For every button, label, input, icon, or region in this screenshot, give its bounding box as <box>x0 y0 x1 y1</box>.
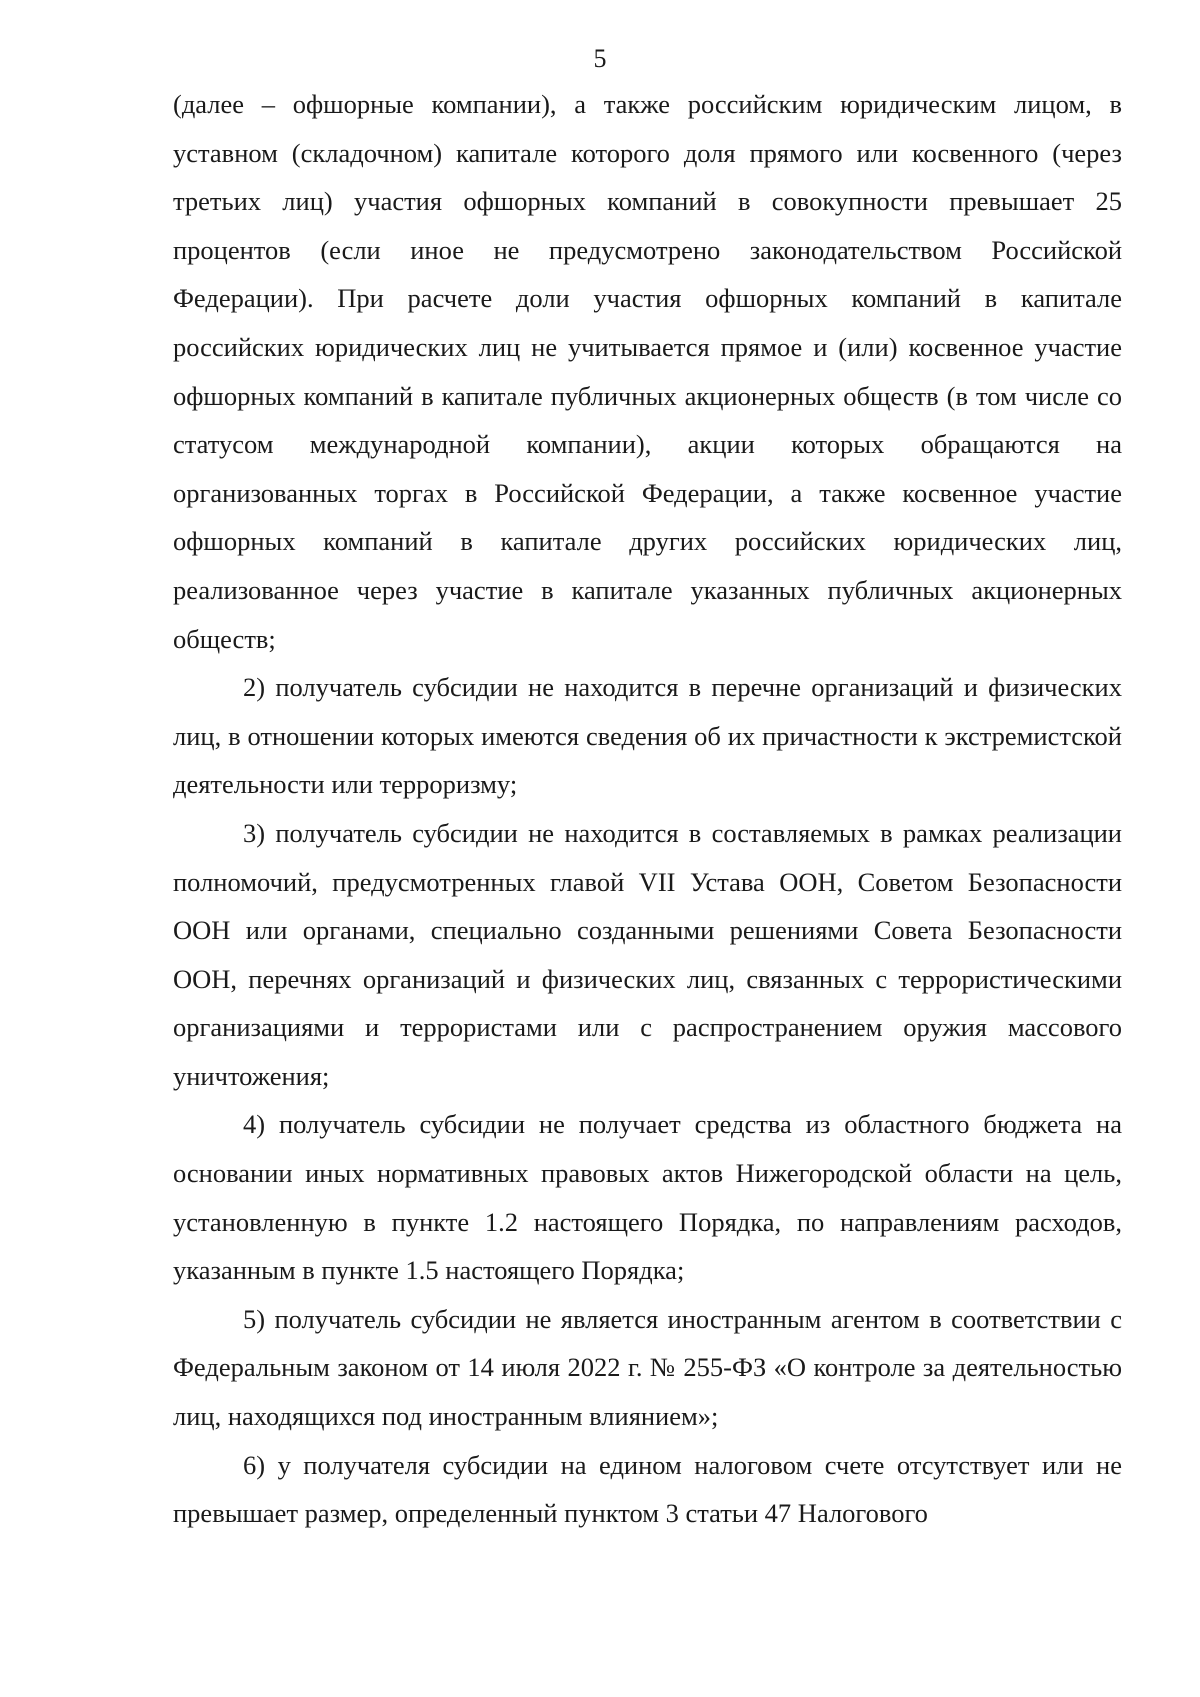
paragraph-item-4: 4) получатель субсидии не получает средства из областного бюджета на основании иных нормативных правовых актов Нижегородской области на цель, установленную в пункте 1.2 настоящего Порядка, по направлениям расходов, указанным в пункте 1.5 настоящего Порядка; <box>173 1109 1122 1286</box>
paragraph-continuation: (далее – офшорные компании), а также российским юридическим лицом, в уставном (складочном) капитале которого доля прямого или косвенного (через третьих лиц) участия офшорных компаний в совокупности превышает 25 процентов (если иное не предусмотрено законодательством Российской Федерации). При расчете доли участия офшорных компаний в капитале российских юридических лиц не учитывается прямое и (или) косвенное участие офшорных компаний в капитале публичных акционерных обществ (в том числе со статусом международной компании), акции которых обращаются на организованных торгах в Российской Федерации, а также косвенное участие офшорных компаний в капитале других российских юридических лиц, реализованное через участие в капитале указанных публичных акционерных обществ; <box>173 89 1122 654</box>
document-body <box>173 80 1122 1538</box>
paragraph-item-2: 2) получатель субсидии не находится в перечне организаций и физических лиц, в отношении которых имеются сведения об их причастности к экстремистской деятельности или терроризму; <box>173 672 1122 800</box>
paragraph-item-6: 6) у получателя субсидии на едином налоговом счете отсутствует или не превышает размер, определенный пунктом 3 статьи 47 Налогового <box>173 1449 1122 1529</box>
paragraph-item-3: 3) получатель субсидии не находится в составляемых в рамках реализации полномочий, предусмотренных главой VII Устава ООН, Советом Безопасности ООН или органами, специально созданными решениями Совета Безопасности ООН, перечнях организаций и физических лиц, связанных с террористическими организациями и террористами или с распространением оружия массового уничтожения; <box>173 817 1122 1091</box>
page-number: 5 <box>593 44 607 73</box>
paragraph-item-5: 5) получатель субсидии не является иностранным агентом в соответствии с Федеральным законом от 14 июля 2022 г. № 255-ФЗ «О контроле за деятельностью лиц, находящихся под иностранным влиянием»; <box>173 1303 1122 1432</box>
